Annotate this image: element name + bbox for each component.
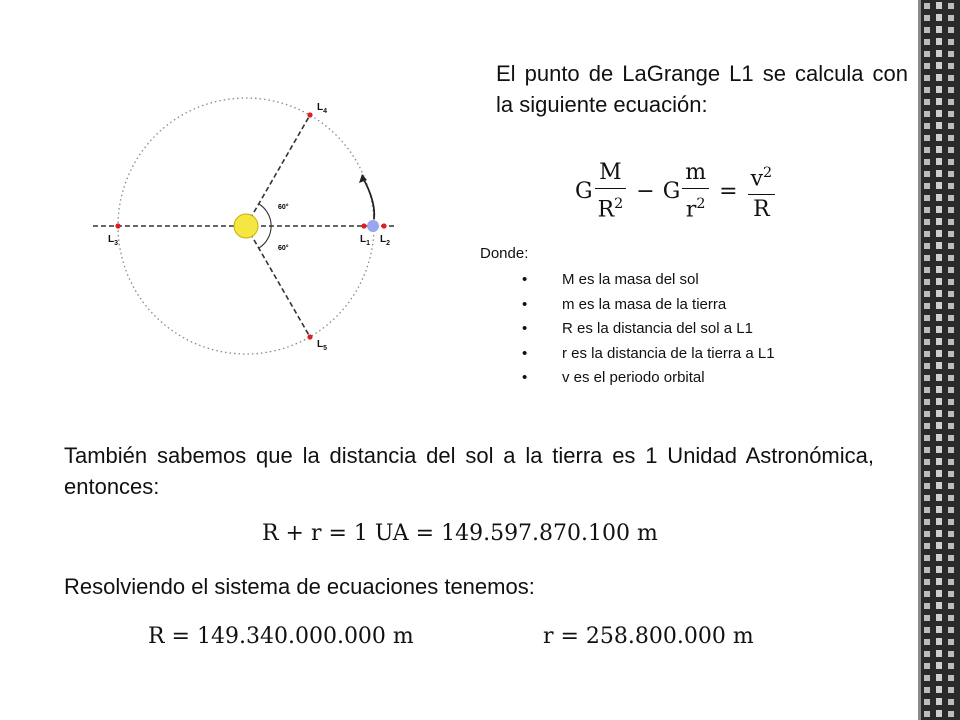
- equals-sign: =: [719, 179, 738, 205]
- point-l4: [307, 112, 312, 117]
- label-l1: $L_1$: [360, 234, 371, 247]
- label-l3: $L_3$: [108, 234, 119, 247]
- g-symbol: G: [662, 179, 681, 205]
- earth: [367, 220, 379, 232]
- label-l4: $L_4$: [317, 102, 328, 115]
- intro-text: El punto de LaGrange L1 se calcula con la siguiente ecuación:: [496, 61, 908, 117]
- point-l1: [361, 223, 366, 228]
- line-to-l5: [246, 226, 310, 337]
- distance-equation: R + r = 1 UA = 149.597.870.100 m: [262, 521, 658, 546]
- point-l5: [307, 334, 312, 339]
- lagrange-equation: [575, 158, 777, 225]
- point-l2: [381, 223, 386, 228]
- resolving-text: Resolviendo el sistema de ecuaciones tenemos:: [64, 574, 535, 599]
- lagrange-points-diagram: [88, 90, 418, 360]
- donde-label: Donde:: [480, 245, 529, 262]
- variable-list: [522, 268, 775, 391]
- list-item: • m es la masa de la tierra: [522, 293, 775, 318]
- list-item: • r es la distancia de la tierra a L1: [522, 342, 775, 367]
- point-l3: [115, 223, 120, 228]
- label-l5: $L_5$: [317, 339, 328, 352]
- label-l2: $L_2$: [380, 234, 391, 247]
- result-R: R = 149.340.000.000 m: [148, 624, 414, 649]
- orbit-direction-arrow: [363, 178, 374, 219]
- list-item: • R es la distancia del sol a L1: [522, 317, 775, 342]
- angle-bottom-label: 60°: [278, 245, 289, 252]
- fraction-M-over-R2: $\frac{M}{R^2}$: [595, 158, 627, 225]
- fraction-m-over-r2: $\frac{m}{r^2}$: [682, 158, 709, 225]
- list-item: • v es el periodo orbital: [522, 366, 775, 391]
- minus-sign: −: [636, 179, 655, 205]
- fraction-v2-over-R: $\frac{v^2}{R}$: [748, 158, 776, 225]
- list-item: • M es la masa del sol: [522, 268, 775, 293]
- film-strip-border: [918, 0, 960, 720]
- distance-paragraph: También sabemos que la distancia del sol a la tierra es 1 Unidad Astronómica, entonces:: [64, 443, 874, 499]
- g-symbol: G: [575, 179, 593, 205]
- result-r: r = 258.800.000 m: [543, 624, 754, 649]
- sun: [234, 214, 258, 238]
- angle-top-label: 60°: [278, 204, 289, 211]
